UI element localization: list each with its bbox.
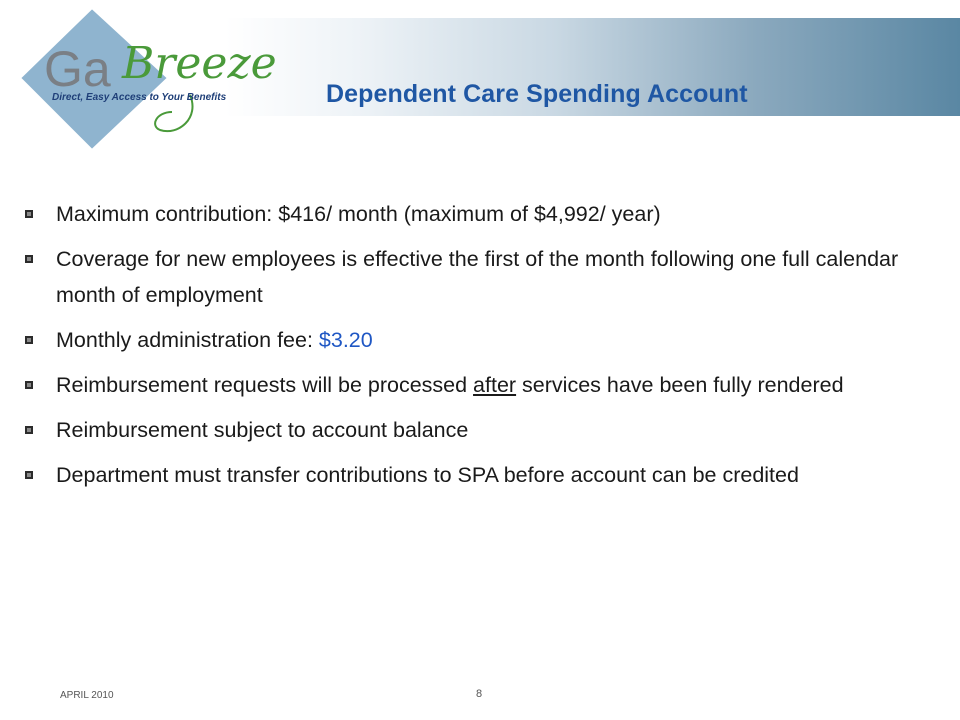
bullet-item-max-contribution xyxy=(0,196,960,232)
underlined-word: after xyxy=(473,373,517,397)
bullet-text-after: services have been fully rendered xyxy=(516,373,844,397)
logo-tagline: Direct, Easy Access to Your Benefits xyxy=(52,92,227,103)
bullet-text: Reimbursement subject to account balance xyxy=(56,418,469,442)
gabreeze-logo xyxy=(0,0,300,160)
bullet-item-reimbursement-timing xyxy=(0,367,960,403)
bullet-text: Department must transfer contributions to SPA before account can be credited xyxy=(56,463,799,487)
square-bullet-icon xyxy=(25,336,33,344)
bullet-item-account-balance xyxy=(0,412,960,448)
logo-ga-text: Ga xyxy=(44,41,111,97)
admin-fee-value: $3.20 xyxy=(318,328,373,352)
bullet-item-department-transfer xyxy=(0,457,960,493)
bullet-item-coverage xyxy=(0,241,960,313)
page-number: 8 xyxy=(476,688,483,700)
bullet-text: Reimbursement requests will be processed xyxy=(56,373,474,397)
square-bullet-icon xyxy=(25,471,33,479)
bullet-text: Monthly administration fee: xyxy=(56,328,319,352)
square-bullet-icon xyxy=(25,381,33,389)
bullet-text: Coverage for new employees is effective the first of the month following one full calendar month of employment xyxy=(56,247,899,307)
bullet-list xyxy=(0,196,960,502)
footer-date: APRIL 2010 xyxy=(60,690,114,701)
logo-breeze-text: Breeze xyxy=(122,38,277,89)
page-title: Dependent Care Spending Account xyxy=(326,80,748,108)
square-bullet-icon xyxy=(25,255,33,263)
square-bullet-icon xyxy=(25,210,33,218)
square-bullet-icon xyxy=(25,426,33,434)
bullet-item-admin-fee xyxy=(0,322,960,358)
bullet-text: Maximum contribution: $416/ month (maximum of $4,992/ year) xyxy=(56,202,661,226)
